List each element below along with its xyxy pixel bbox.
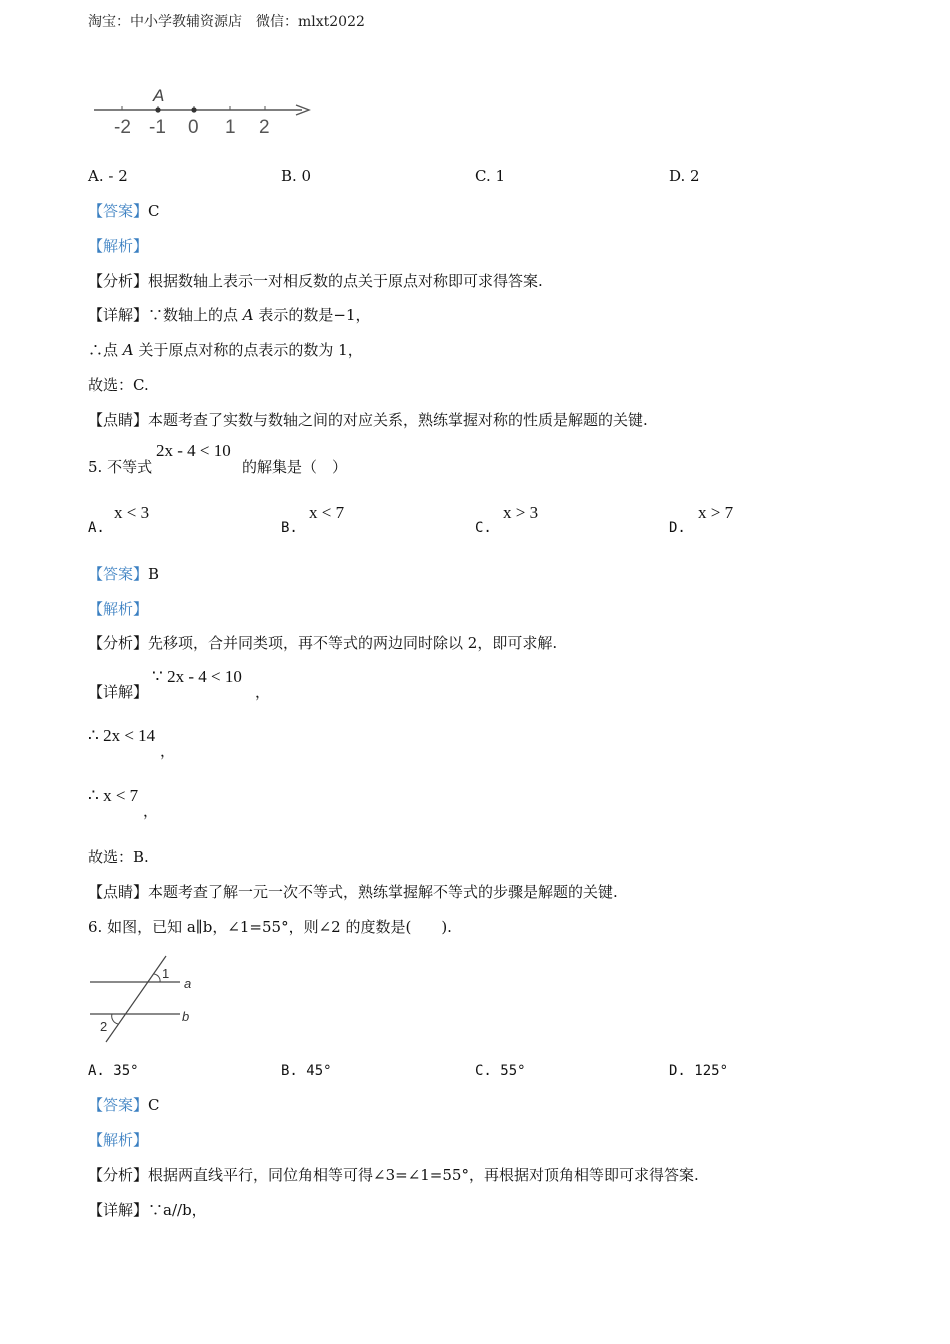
q5-step1-end: ， (255, 683, 271, 701)
q4-xiangjie (88, 306, 371, 324)
q6-analysis-tag: 【解析】 (88, 1131, 149, 1149)
q6-xiangjie (88, 1201, 207, 1219)
q6-option-a: A. 35° (88, 1063, 139, 1079)
q5-option-c-value: x > 3 (503, 503, 539, 522)
q5-analysis-tag: 【解析】 (88, 600, 149, 618)
answer-tag: 【答案】 (88, 1096, 149, 1114)
q6-option-b: B. 45° (281, 1063, 332, 1079)
fenxi-text: 根据数轴上表示一对相反数的点关于原点对称即可求得答案. (148, 272, 543, 290)
q4-choose: 故选：C. (88, 376, 149, 394)
tick-label: 2 (259, 117, 270, 138)
q5-option-a-letter: A. (88, 520, 105, 536)
q5-step3-end: ， (143, 802, 159, 820)
q5-option-d-letter: D. (669, 520, 686, 536)
parallel-lines-figure (88, 950, 208, 1048)
q4-dianjing (88, 411, 648, 429)
dianjing-tag: 【点睛】 (88, 883, 149, 901)
point-variable: A (122, 341, 134, 359)
point-a-dot (155, 107, 160, 112)
xiangjie-pre: ∵数轴上的点 (148, 306, 243, 324)
xiangjie-text: ∵a//b， (148, 1201, 207, 1219)
q6-option-c: C. 55° (475, 1063, 526, 1079)
fenxi-tag: 【分析】 (88, 634, 149, 652)
q5-choose: 故选：B. (88, 848, 149, 866)
angle-2-label: 2 (100, 1019, 108, 1034)
q5-option-a-value: x < 3 (114, 503, 150, 522)
xiangjie-post: 表示的数是−1， (253, 306, 371, 324)
xiangjie-tag: 【详解】 (88, 306, 149, 324)
number-line-figure (88, 82, 318, 140)
line-b-label: b (182, 1009, 190, 1024)
dianjing-text: 本题考查了解一元一次不等式，熟练掌握解不等式的步骤是解题的关键. (148, 883, 618, 901)
q5-suffix: 的解集是（ ） (242, 458, 348, 476)
q4-fenxi (88, 272, 543, 290)
q5-step3: ∴ x < 7 (88, 786, 139, 805)
q4-option-c: C. 1 (475, 167, 506, 185)
line-a-label: a (184, 976, 192, 991)
q4-analysis-tag: 【解析】 (88, 237, 149, 255)
transversal-line (106, 956, 166, 1042)
q5-option-d-value: x > 7 (698, 503, 734, 522)
q4-option-d: D. 2 (669, 167, 700, 185)
xiangjie-tag: 【详解】 (88, 1201, 149, 1219)
point-a-label: A (153, 86, 165, 105)
answer-value: B (148, 565, 160, 583)
answer-value: C (148, 1096, 160, 1114)
q5-answer (88, 565, 159, 583)
fenxi-text: 根据两直线平行，同位角相等可得∠3=∠1=55°，再根据对顶角相等即可求得答案. (148, 1166, 699, 1184)
origin-dot (191, 107, 196, 112)
q6-fenxi (88, 1166, 699, 1184)
tick-label: 0 (188, 117, 199, 138)
page-header: 淘宝：中小学教辅资源店 微信：mlxt2022 (88, 14, 365, 30)
q6-question: 6. 如图，已知 a∥b，∠1=55°，则∠2 的度数是( ). (88, 918, 452, 936)
q5-xiangjie-tag: 【详解】 (88, 683, 149, 701)
dianjing-text: 本题考查了实数与数轴之间的对应关系，熟练掌握对称的性质是解题的关键. (148, 411, 648, 429)
q5-option-b-letter: B. (281, 520, 298, 536)
q5-fenxi (88, 634, 557, 652)
q5-prefix: 5. 不等式 (88, 458, 153, 476)
tick-label: -1 (149, 117, 166, 138)
tick-label: 1 (225, 117, 236, 138)
q6-option-d: D. 125° (669, 1063, 729, 1079)
step-pre: ∴点 (88, 341, 123, 359)
fenxi-tag: 【分析】 (88, 272, 149, 290)
fenxi-text: 先移项，合并同类项，再不等式的两边同时除以 2，即可求解. (148, 634, 558, 652)
angle-1-label: 1 (162, 966, 170, 981)
answer-tag: 【答案】 (88, 565, 149, 583)
tick-label: -2 (114, 117, 131, 138)
q6-answer (88, 1096, 160, 1114)
point-variable: A (242, 306, 254, 324)
q5-dianjing (88, 883, 618, 901)
fenxi-tag: 【分析】 (88, 1166, 149, 1184)
q5-step2: ∴ 2x < 14 (88, 726, 156, 745)
q5-step1: ∵ 2x - 4 < 10 (152, 667, 242, 686)
q4-step2 (88, 341, 363, 359)
q5-option-b-value: x < 7 (309, 503, 345, 522)
q4-option-a: A. - 2 (88, 167, 128, 185)
step-post: 关于原点对称的点表示的数为 1， (133, 341, 363, 359)
answer-value: C (148, 202, 160, 220)
q4-option-b: B. 0 (281, 167, 312, 185)
angle-2-arc (112, 1014, 118, 1024)
q5-option-c-letter: C. (475, 520, 492, 536)
q4-answer (88, 202, 160, 220)
q5-inequality: 2x - 4 < 10 (156, 441, 231, 460)
angle-1-arc (154, 974, 160, 982)
answer-tag: 【答案】 (88, 202, 149, 220)
dianjing-tag: 【点睛】 (88, 411, 149, 429)
q5-step2-end: ， (160, 742, 176, 760)
